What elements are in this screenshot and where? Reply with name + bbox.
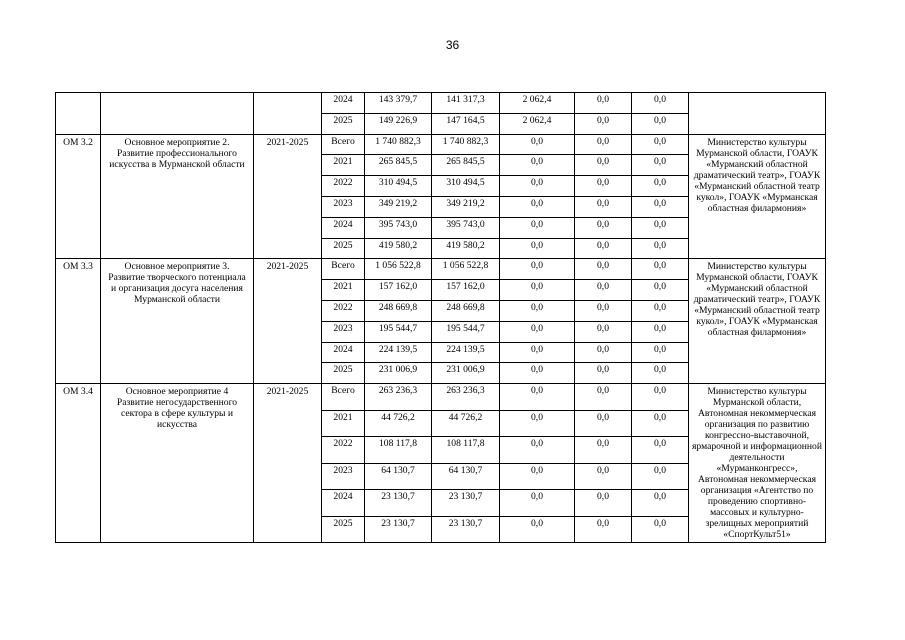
value-cell: 0,0 <box>575 155 632 176</box>
value-cell: 0,0 <box>500 384 575 411</box>
value-cell: 263 236,3 <box>432 384 500 411</box>
year-cell: 2024 <box>322 342 365 363</box>
value-cell: 349 219,2 <box>432 196 500 217</box>
table-row <box>56 134 826 155</box>
year-cell: 2025 <box>322 363 365 384</box>
measure-period: 2021-2025 <box>254 384 322 543</box>
value-cell: 2 062,4 <box>500 93 575 114</box>
value-cell: 0,0 <box>500 342 575 363</box>
year-cell: 2024 <box>322 490 365 517</box>
value-cell: 0,0 <box>575 280 632 301</box>
year-cell: Всего <box>322 259 365 280</box>
value-cell: 419 580,2 <box>365 238 432 259</box>
value-cell: 0,0 <box>575 217 632 238</box>
value-cell: 0,0 <box>500 516 575 543</box>
value-cell: 0,0 <box>500 300 575 321</box>
value-cell: 0,0 <box>632 113 689 134</box>
value-cell: 0,0 <box>632 321 689 342</box>
table-row <box>56 93 826 114</box>
value-cell: 231 006,9 <box>365 363 432 384</box>
measure-name: Основное мероприятие 2. Развитие профессионального искусства в Мурманской области <box>101 134 254 259</box>
value-cell: 0,0 <box>632 176 689 197</box>
value-cell: 0,0 <box>632 410 689 437</box>
year-cell: 2023 <box>322 196 365 217</box>
value-cell: 0,0 <box>632 134 689 155</box>
value-cell: 248 669,8 <box>365 300 432 321</box>
value-cell: 1 056 522,8 <box>432 259 500 280</box>
year-cell: Всего <box>322 384 365 411</box>
value-cell: 2024 <box>322 93 365 114</box>
year-cell: 2025 <box>322 238 365 259</box>
code-cell-empty <box>56 93 101 135</box>
measure-name: Основное мероприятие 4 Развитие негосударственного сектора в сфере культуры и искусства <box>101 384 254 543</box>
year-cell: 2022 <box>322 300 365 321</box>
value-cell: 265 845,5 <box>365 155 432 176</box>
year-cell: Всего <box>322 134 365 155</box>
value-cell: 0,0 <box>632 238 689 259</box>
value-cell: 44 726,2 <box>365 410 432 437</box>
value-cell: 0,0 <box>632 300 689 321</box>
name-cell-empty <box>101 93 254 135</box>
value-cell: 0,0 <box>575 490 632 517</box>
value-cell: 0,0 <box>632 280 689 301</box>
value-cell: 310 494,5 <box>365 176 432 197</box>
value-cell: 0,0 <box>575 410 632 437</box>
value-cell: 0,0 <box>632 463 689 490</box>
value-cell: 0,0 <box>575 516 632 543</box>
funding-table <box>55 92 826 543</box>
value-cell: 0,0 <box>632 217 689 238</box>
value-cell: 157 162,0 <box>432 280 500 301</box>
measure-code: ОМ 3.2 <box>56 134 101 259</box>
value-cell: 0,0 <box>500 259 575 280</box>
year-cell: 2022 <box>322 437 365 464</box>
value-cell: 395 743,0 <box>365 217 432 238</box>
value-cell: 0,0 <box>500 238 575 259</box>
year-cell: 2021 <box>322 280 365 301</box>
value-cell: 147 164,5 <box>432 113 500 134</box>
value-cell: 224 139,5 <box>432 342 500 363</box>
value-cell: 0,0 <box>632 437 689 464</box>
value-cell: 108 117,8 <box>432 437 500 464</box>
value-cell: 0,0 <box>632 342 689 363</box>
value-cell: 195 544,7 <box>365 321 432 342</box>
year-cell: 2021 <box>322 410 365 437</box>
executor-cell-empty <box>689 93 826 135</box>
year-cell: 2024 <box>322 217 365 238</box>
year-cell: 2021 <box>322 155 365 176</box>
value-cell: 0,0 <box>632 384 689 411</box>
value-cell: 0,0 <box>575 113 632 134</box>
measure-period: 2021-2025 <box>254 259 322 384</box>
value-cell: 0,0 <box>575 384 632 411</box>
year-cell: 2023 <box>322 321 365 342</box>
value-cell: 231 006,9 <box>432 363 500 384</box>
measure-code: ОМ 3.3 <box>56 259 101 384</box>
page-number: 36 <box>445 38 460 52</box>
value-cell: 149 226,9 <box>365 113 432 134</box>
value-cell: 224 139,5 <box>365 342 432 363</box>
value-cell: 141 317,3 <box>432 93 500 114</box>
year-cell: 2023 <box>322 463 365 490</box>
value-cell: 0,0 <box>575 321 632 342</box>
value-cell: 23 130,7 <box>365 516 432 543</box>
value-cell: 0,0 <box>575 259 632 280</box>
measure-code: ОМ 3.4 <box>56 384 101 543</box>
value-cell: 44 726,2 <box>432 410 500 437</box>
value-cell: 0,0 <box>575 176 632 197</box>
value-cell: 0,0 <box>632 196 689 217</box>
value-cell: 0,0 <box>575 342 632 363</box>
value-cell: 0,0 <box>500 363 575 384</box>
value-cell: 0,0 <box>500 134 575 155</box>
value-cell: 23 130,7 <box>432 516 500 543</box>
value-cell: 23 130,7 <box>432 490 500 517</box>
table-row <box>56 384 826 411</box>
value-cell: 0,0 <box>500 217 575 238</box>
value-cell: 0,0 <box>500 463 575 490</box>
value-cell: 0,0 <box>632 363 689 384</box>
value-cell: 265 845,5 <box>432 155 500 176</box>
value-cell: 143 379,7 <box>365 93 432 114</box>
value-cell: 0,0 <box>632 490 689 517</box>
table-body <box>56 93 826 543</box>
value-cell: 64 130,7 <box>365 463 432 490</box>
value-cell: 0,0 <box>575 196 632 217</box>
table-row <box>56 259 826 280</box>
value-cell: 0,0 <box>500 321 575 342</box>
measure-executor: Министерство культуры Мурманской области, Автономная некоммерческая организация по развитию конгрессно-выставочной, ярмарочной и информационной деятельности «Мурманконгресс», Автономная некоммерческая организация «Агентство по проведению спортивно-массовых и культурно-зрелищных мероприятий «СпортКульт51» <box>689 384 826 543</box>
value-cell: 0,0 <box>575 300 632 321</box>
value-cell: 0,0 <box>575 463 632 490</box>
value-cell: 0,0 <box>500 437 575 464</box>
measure-name: Основное мероприятие 3. Развитие творческого потенциала и организация досуга населения Мурманской области <box>101 259 254 384</box>
value-cell: 263 236,3 <box>365 384 432 411</box>
value-cell: 0,0 <box>575 363 632 384</box>
value-cell: 0,0 <box>575 437 632 464</box>
year-cell: 2022 <box>322 176 365 197</box>
value-cell: 0,0 <box>500 280 575 301</box>
value-cell: 2 062,4 <box>500 113 575 134</box>
value-cell: 0,0 <box>500 410 575 437</box>
value-cell: 0,0 <box>575 134 632 155</box>
value-cell: 64 130,7 <box>432 463 500 490</box>
value-cell: 108 117,8 <box>365 437 432 464</box>
value-cell: 0,0 <box>575 238 632 259</box>
value-cell: 0,0 <box>632 93 689 114</box>
period-cell-empty <box>254 93 322 135</box>
measure-executor: Министерство культуры Мурманской области, ГОАУК «Мурманский областной драматический театр», ГОАУК «Мурманский областной театр кукол», ГОАУК «Мурманская областная филармония» <box>689 134 826 259</box>
value-cell: 0,0 <box>575 93 632 114</box>
value-cell: 0,0 <box>500 490 575 517</box>
year-cell: 2025 <box>322 516 365 543</box>
value-cell: 2025 <box>322 113 365 134</box>
value-cell: 349 219,2 <box>365 196 432 217</box>
value-cell: 248 669,8 <box>432 300 500 321</box>
value-cell: 195 544,7 <box>432 321 500 342</box>
value-cell: 0,0 <box>632 259 689 280</box>
measure-executor: Министерство культуры Мурманской области, ГОАУК «Мурманский областной драматический театр», ГОАУК «Мурманский областной театр кукол», ГОАУК «Мурманская областная филармония» <box>689 259 826 384</box>
value-cell: 23 130,7 <box>365 490 432 517</box>
value-cell: 1 740 882,3 <box>432 134 500 155</box>
value-cell: 0,0 <box>500 155 575 176</box>
value-cell: 0,0 <box>500 196 575 217</box>
value-cell: 419 580,2 <box>432 238 500 259</box>
value-cell: 1 740 882,3 <box>365 134 432 155</box>
value-cell: 310 494,5 <box>432 176 500 197</box>
value-cell: 157 162,0 <box>365 280 432 301</box>
measure-period: 2021-2025 <box>254 134 322 259</box>
value-cell: 1 056 522,8 <box>365 259 432 280</box>
value-cell: 395 743,0 <box>432 217 500 238</box>
value-cell: 0,0 <box>500 176 575 197</box>
value-cell: 0,0 <box>632 516 689 543</box>
value-cell: 0,0 <box>632 155 689 176</box>
